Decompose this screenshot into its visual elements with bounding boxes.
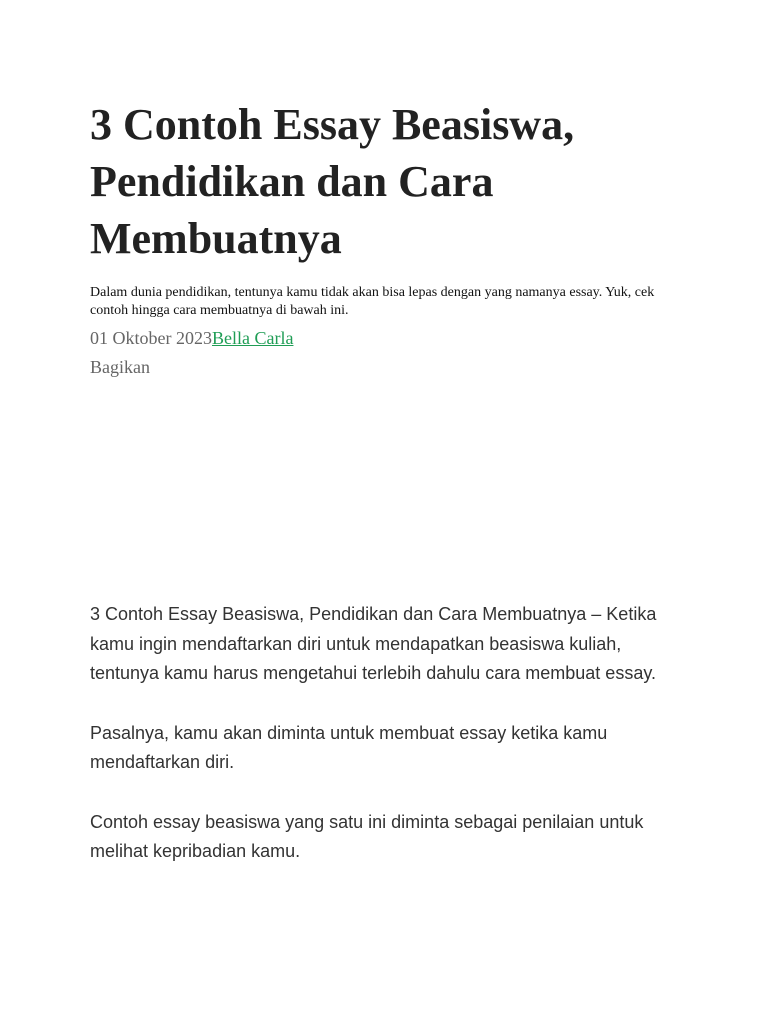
article-lead: Dalam dunia pendidikan, tentunya kamu tidak akan bisa lepas dengan yang namanya essay. Yuk, cek contoh hingga cara membuatnya di bawah ini. [90,285,655,318]
article-body [90,600,680,897]
article-title: 3 Contoh Essay Beasiswa, Pendidikan dan Cara Membuatnya [90,100,575,263]
body-paragraph: 3 Contoh Essay Beasiswa, Pendidikan dan Cara Membuatnya – Ketika kamu ingin mendaftarkan diri untuk mendapatkan beasiswa kuliah, tentunya kamu harus mengetahui terlebih dahulu cara membuat essay. [90,604,657,683]
share-button[interactable]: Bagikan [90,357,150,377]
author-link[interactable]: Bella Carla [211,328,294,348]
body-paragraph: Pasalnya, kamu akan diminta untuk membuat essay ketika kamu mendaftarkan diri. [90,722,608,772]
article-meta [90,326,293,350]
body-paragraph: Contoh essay beasiswa yang satu ini diminta sebagai penilaian untuk melihat kepribadian kamu. [90,811,644,861]
publish-date: 01 Oktober 2023 [90,328,212,348]
